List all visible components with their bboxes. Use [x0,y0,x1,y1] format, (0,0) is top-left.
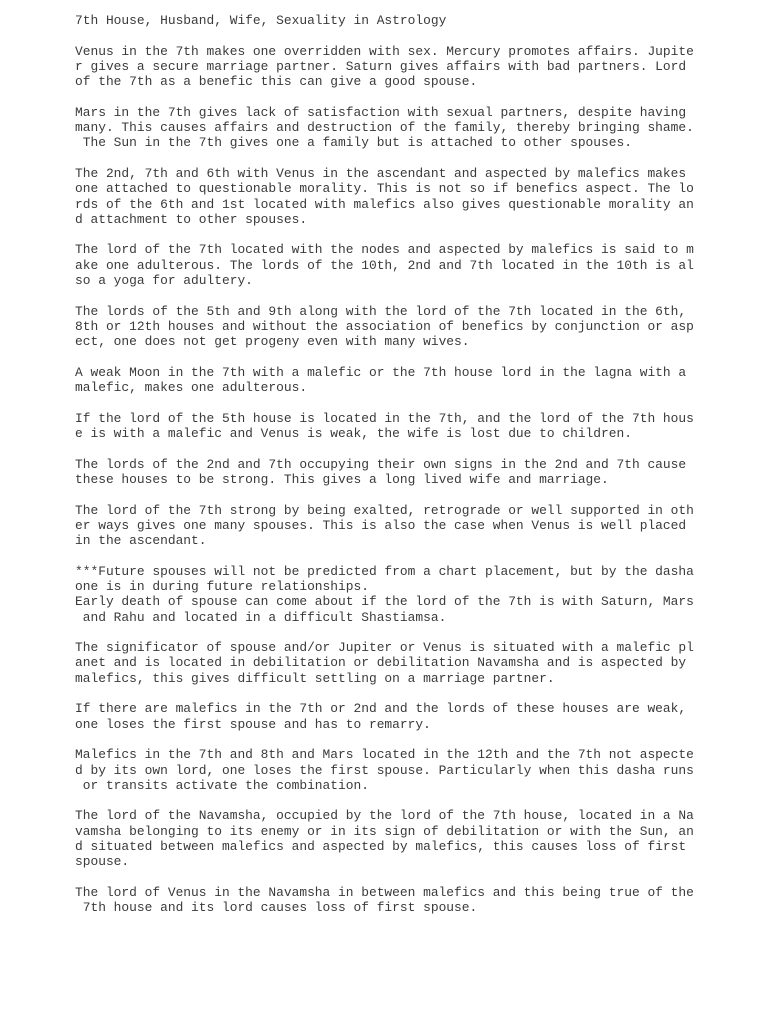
text-line: and Rahu and located in a difficult Shastiamsa. [75,609,447,625]
text-line: ake one adulterous. The lords of the 10th, 2nd and 7th located in the 10th is al [75,257,694,273]
text-line: 8th or 12th houses and without the association of benefics by conjunction or asp [75,318,694,334]
text-line: malefic, makes one adulterous. [75,380,308,396]
document-body [75,44,695,916]
text-line: The 2nd, 7th and 6th with Venus in the ascendant and aspected by malefics makes [75,165,687,181]
paragraph [75,242,695,288]
text-line: If the lord of the 5th house is located in the 7th, and the lord of the 7th hous [75,410,694,426]
paragraph [75,166,695,227]
text-line: ***Future spouses will not be predicted from a chart placement, but by the dasha [75,563,694,579]
paragraph [75,640,695,686]
text-line: one is in during future relationships. [75,578,369,594]
text-line: anet and is located in debilitation or debilitation Navamsha and is aspected by [75,655,687,671]
paragraph [75,503,695,549]
paragraph [75,304,695,350]
text-line: many. This causes affairs and destruction of the family, thereby bringing shame. [75,120,694,136]
text-line: d by its own lord, one loses the first spouse. Particularly when this dasha runs [75,762,694,778]
text-line: of the 7th as a benefic this can give a good spouse. [75,74,478,90]
paragraph [75,457,695,488]
text-line: A weak Moon in the 7th with a malefic or the 7th house lord in the lagna with a [75,364,687,380]
text-line: Venus in the 7th makes one overridden with sex. Mercury promotes affairs. Jupite [75,43,694,59]
text-line: r gives a secure marriage partner. Saturn gives affairs with bad partners. Lord [75,58,687,74]
paragraph [75,365,695,396]
text-line: d situated between malefics and aspected by malefics, this causes loss of first [75,839,687,855]
paragraph [75,44,695,90]
paragraph [75,564,695,625]
text-line: er ways gives one many spouses. This is also the case when Venus is well placed [75,517,687,533]
text-line: or transits activate the combination. [75,777,369,793]
paragraph [75,747,695,793]
text-line: The lords of the 5th and 9th along with the lord of the 7th located in the 6th, [75,303,687,319]
text-line: these houses to be strong. This gives a long lived wife and marriage. [75,471,609,487]
text-line: The lord of Venus in the Navamsha in between malefics and this being true of the [75,884,694,900]
text-line: vamsha belonging to its enemy or in its sign of debilitation or with the Sun, an [75,823,694,839]
text-line: malefics, this gives difficult settling on a marriage partner. [75,670,555,686]
text-line: spouse. [75,854,130,870]
text-line: rds of the 6th and 1st located with malefics also gives questionable morality an [75,196,694,212]
text-line: one attached to questionable morality. This is not so if benefics aspect. The lo [75,181,694,197]
text-line: If there are malefics in the 7th or 2nd and the lords of these houses are weak, [75,701,687,717]
text-line: e is with a malefic and Venus is weak, the wife is lost due to children. [75,426,632,442]
paragraph [75,885,695,916]
text-line: d attachment to other spouses. [75,211,308,227]
document-title: 7th House, Husband, Wife, Sexuality in Astrology [75,13,447,28]
text-line: 7th house and its lord causes loss of first spouse. [75,900,478,916]
document-page [75,13,695,931]
text-line: Mars in the 7th gives lack of satisfaction with sexual partners, despite having [75,104,687,120]
text-line: The lords of the 2nd and 7th occupying their own signs in the 2nd and 7th cause [75,456,687,472]
text-line: The Sun in the 7th gives one a family but is attached to other spouses. [75,135,632,151]
text-line: ect, one does not get progeny even with many wives. [75,334,470,350]
paragraph [75,105,695,151]
text-line: The significator of spouse and/or Jupiter or Venus is situated with a malefic pl [75,640,694,656]
text-line: one loses the first spouse and has to remarry. [75,716,431,732]
text-line: Malefics in the 7th and 8th and Mars located in the 12th and the 7th not aspecte [75,747,694,763]
text-line: so a yoga for adultery. [75,273,253,289]
text-line: The lord of the 7th located with the nodes and aspected by malefics is said to m [75,242,694,258]
paragraph [75,701,695,732]
paragraph [75,411,695,442]
paragraph [75,808,695,869]
text-line: The lord of the 7th strong by being exalted, retrograde or well supported in oth [75,502,694,518]
text-line: Early death of spouse can come about if the lord of the 7th is with Saturn, Mars [75,594,694,610]
text-line: in the ascendant. [75,533,207,549]
text-line: The lord of the Navamsha, occupied by the lord of the 7th house, located in a Na [75,808,694,824]
